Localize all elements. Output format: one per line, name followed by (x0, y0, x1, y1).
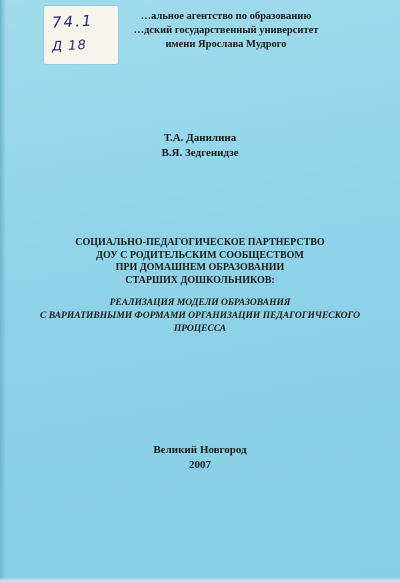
publication-city: Великий Новгород (153, 444, 247, 456)
title-line-1: СОЦИАЛЬНО-ПЕДАГОГИЧЕСКОЕ ПАРТНЕРСТВО (75, 237, 325, 248)
publication-imprint (0, 443, 400, 473)
institution-line-3: имени Ярослава Мудрого (165, 39, 287, 50)
author-2: В.Я. Зедгенидзе (161, 147, 239, 159)
publication-year: 2007 (189, 459, 211, 471)
book-subtitle (30, 297, 370, 336)
cover-bottom-edge (0, 577, 400, 582)
subtitle-line-3: ПРОЦЕССА (173, 324, 227, 334)
call-number-line-1: 74.1 (51, 11, 94, 32)
authors-block (0, 131, 400, 161)
call-number-line-2: Д 18 (51, 37, 88, 55)
subtitle-line-2: С ВАРИАТИВНЫМИ ФОРМАМИ ОРГАНИЗАЦИИ ПЕДАГОГИЧЕСКОГО (40, 311, 360, 321)
book-title (40, 237, 360, 287)
title-line-4: СТАРШИХ ДОШКОЛЬНИКОВ: (125, 274, 275, 286)
cover-left-edge-shadow (0, 0, 6, 582)
title-line-3: ПРИ ДОМАШНЕМ ОБРАЗОВАНИИ (115, 262, 285, 273)
institution-header (120, 10, 332, 52)
title-line-2: ДОУ С РОДИТЕЛЬСКИМ СООБЩЕСТВОМ (96, 249, 304, 261)
library-call-number-sticker (44, 6, 118, 64)
author-1: Т.А. Данилина (163, 132, 237, 144)
institution-line-1: …альное агентство по образованию (140, 11, 312, 22)
subtitle-line-1: РЕАЛИЗАЦИЯ МОДЕЛИ ОБРАЗОВАНИЯ (109, 298, 291, 308)
institution-line-2: …дский государственный университет (133, 25, 319, 36)
